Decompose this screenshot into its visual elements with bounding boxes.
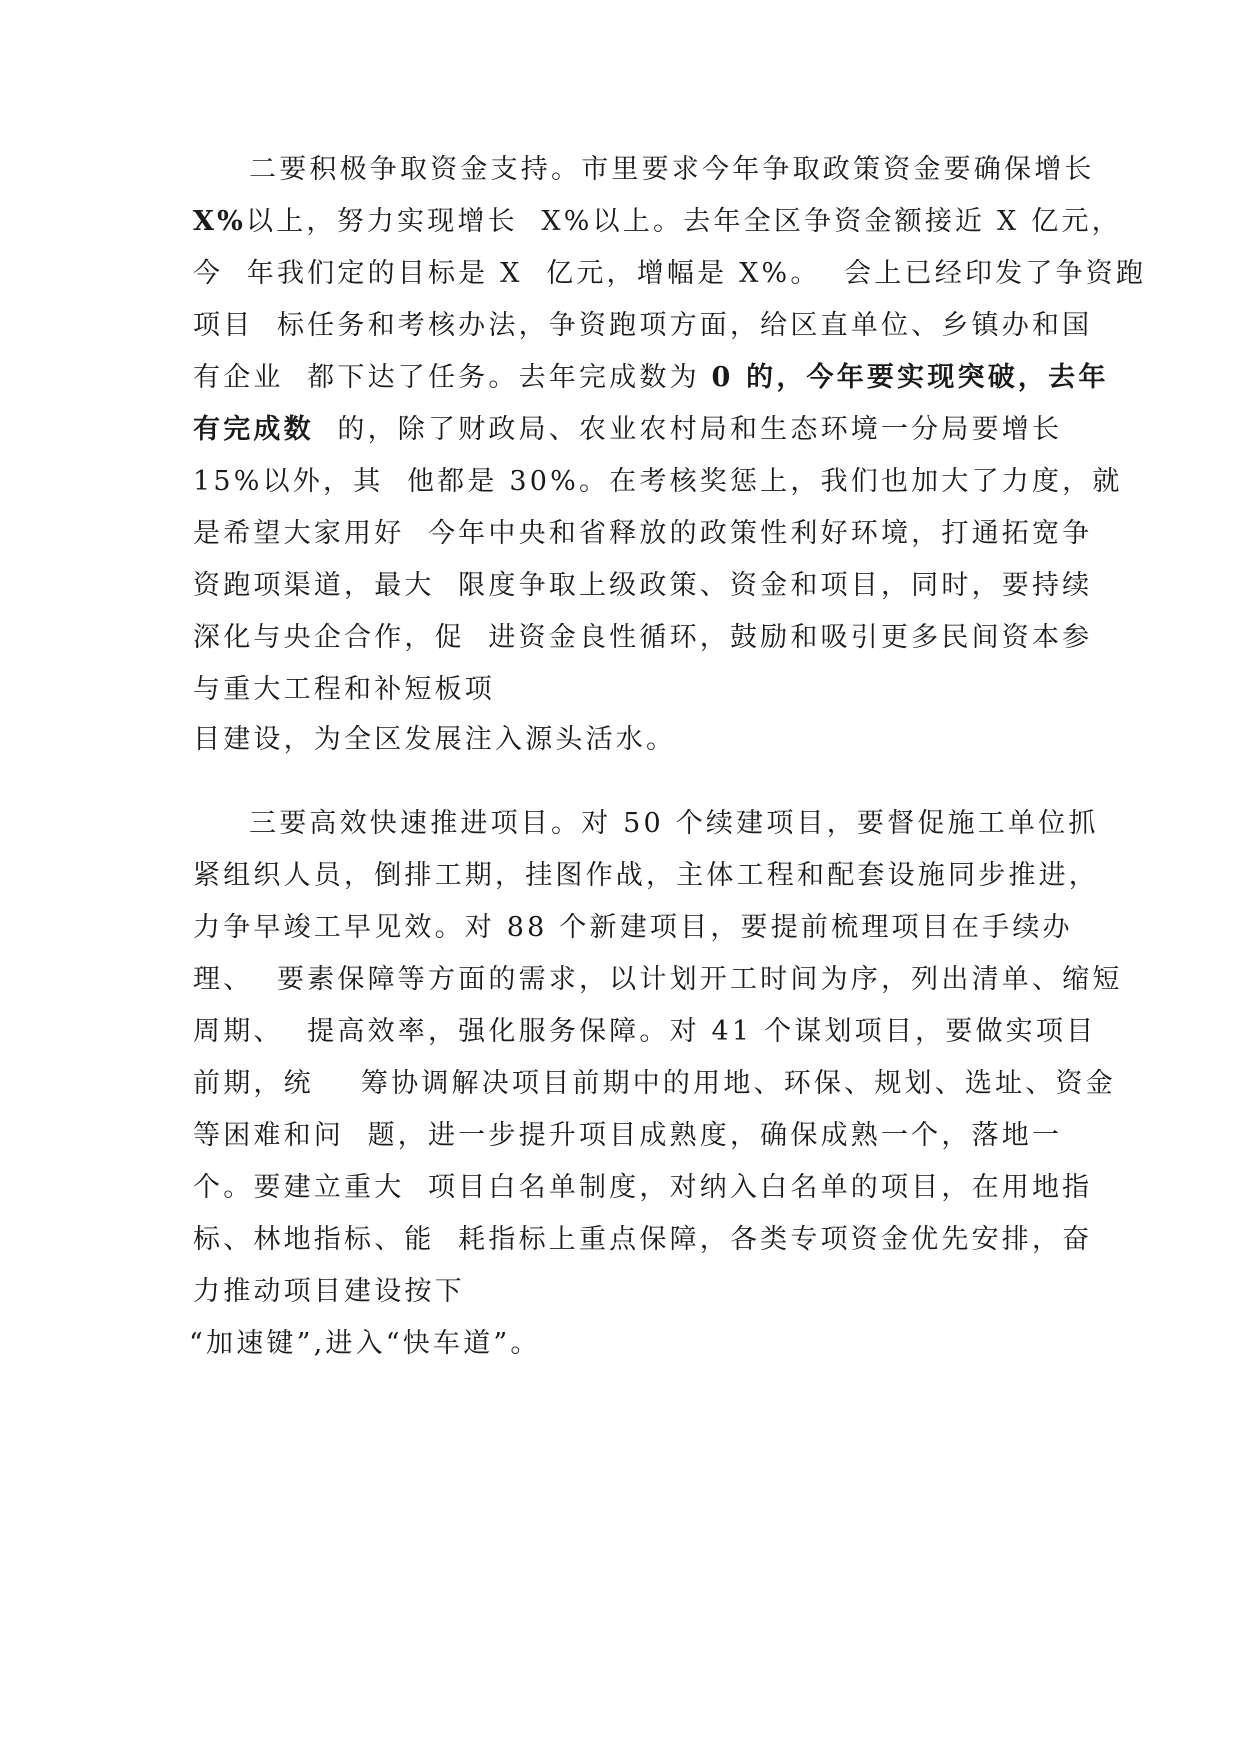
bold-text: 有完成数 <box>193 414 314 445</box>
paragraph-2-line-9 <box>193 1222 1092 1258</box>
text: 三要高效快速推进项目。对 50 个续建项目，要督促施工单位抓 <box>249 808 1099 839</box>
paragraph-2-line-11 <box>189 1326 541 1362</box>
text: 资跑项渠道，最大 限度争取上级政策、资金和项目，同时，要持续 <box>193 570 1093 601</box>
text: 今 年我们定的目标是 X 亿元，增幅是 X%。 会上已经印发了争资跑 <box>193 258 1147 289</box>
paragraph-1-line-9 <box>193 568 1092 604</box>
paragraph-2-line-6 <box>193 1066 1116 1102</box>
text: 个。要建立重大 项目白名单制度，对纳入白名单的项目，在用地指 <box>193 1172 1093 1203</box>
paragraph-2-line-1 <box>249 806 1099 842</box>
text: 深化与央企合作，促 进资金良性循环，鼓励和吸引更多民间资本参 <box>193 622 1093 653</box>
paragraph-2-line-8 <box>193 1170 1092 1206</box>
bold-text: X% <box>193 206 247 237</box>
paragraph-2-line-3 <box>193 910 1073 946</box>
paragraph-1-line-5 <box>193 360 1109 396</box>
paragraph-2-line-2 <box>193 858 1099 894</box>
paragraph-1-line-8 <box>193 516 1092 552</box>
paragraph-2-line-4 <box>193 962 1123 998</box>
text: 的，除了财政局、农业农村局和生态环境一分局要增长 <box>313 414 1063 445</box>
paragraph-1-line-6 <box>193 412 1062 448</box>
text: 理、 要素保障等方面的需求，以计划开工时间为序，列出清单、缩短 <box>193 964 1123 995</box>
text: 是希望大家用好 今年中央和省释放的政策性利好环境，打通拓宽争 <box>193 518 1093 549</box>
paragraph-1-line-1 <box>249 152 1095 188</box>
text: 周期、 提高效率，强化服务保障。对 41 个谋划项目，要做实项目 <box>193 1016 1097 1047</box>
paragraph-2-line-10 <box>193 1274 465 1310</box>
text: “加速键”,进入“快车道”。 <box>189 1328 541 1359</box>
paragraph-1-line-12 <box>193 722 676 758</box>
text: 力推动项目建设按下 <box>193 1276 465 1307</box>
paragraph-1-line-11 <box>193 672 495 708</box>
text: 二要积极争取资金支持。市里要求今年争取政策资金要确保增长 <box>249 154 1095 185</box>
paragraph-2-line-7 <box>193 1118 1062 1154</box>
paragraph-1-line-10 <box>193 620 1092 656</box>
text: 以上，努力实现增长 X%以上。去年全区争资金额接近 X 亿元， <box>246 206 1122 237</box>
text: 紧组织人员，倒排工期，挂图作战，主体工程和配套设施同步推进， <box>193 860 1099 891</box>
text: 标、林地指标、能 耗指标上重点保障，各类专项资金优先安排，奋 <box>193 1224 1093 1255</box>
paragraph-2-line-5 <box>193 1014 1096 1050</box>
paragraph-1-line-3 <box>193 256 1146 292</box>
text: 15%以外，其 他都是 30%。在考核奖惩上，我们也加大了力度，就 <box>193 466 1123 497</box>
paragraph-1-line-2 <box>193 204 1122 240</box>
text: 目建设，为全区发展注入源头活水。 <box>193 724 677 755</box>
paragraph-1-line-7 <box>193 464 1123 500</box>
text: 与重大工程和补短板项 <box>193 674 495 705</box>
text: 等困难和问 题，进一步提升项目成熟度，确保成熟一个，落地一 <box>193 1120 1063 1151</box>
text: 前期，统 筹协调解决项目前期中的用地、环保、规划、选址、资金 <box>193 1068 1116 1099</box>
paragraph-1-line-4 <box>193 308 1092 344</box>
text: 有企业 都下达了任务。去年完成数为 <box>193 362 712 393</box>
bold-text: 0 的，今年要实现突破，去年 <box>711 362 1109 393</box>
text: 力争早竣工早见效。对 88 个新建项目，要提前梳理项目在手续办 <box>193 912 1073 943</box>
text: 项目 标任务和考核办法，争资跑项方面，给区直单位、乡镇办和国 <box>193 310 1093 341</box>
